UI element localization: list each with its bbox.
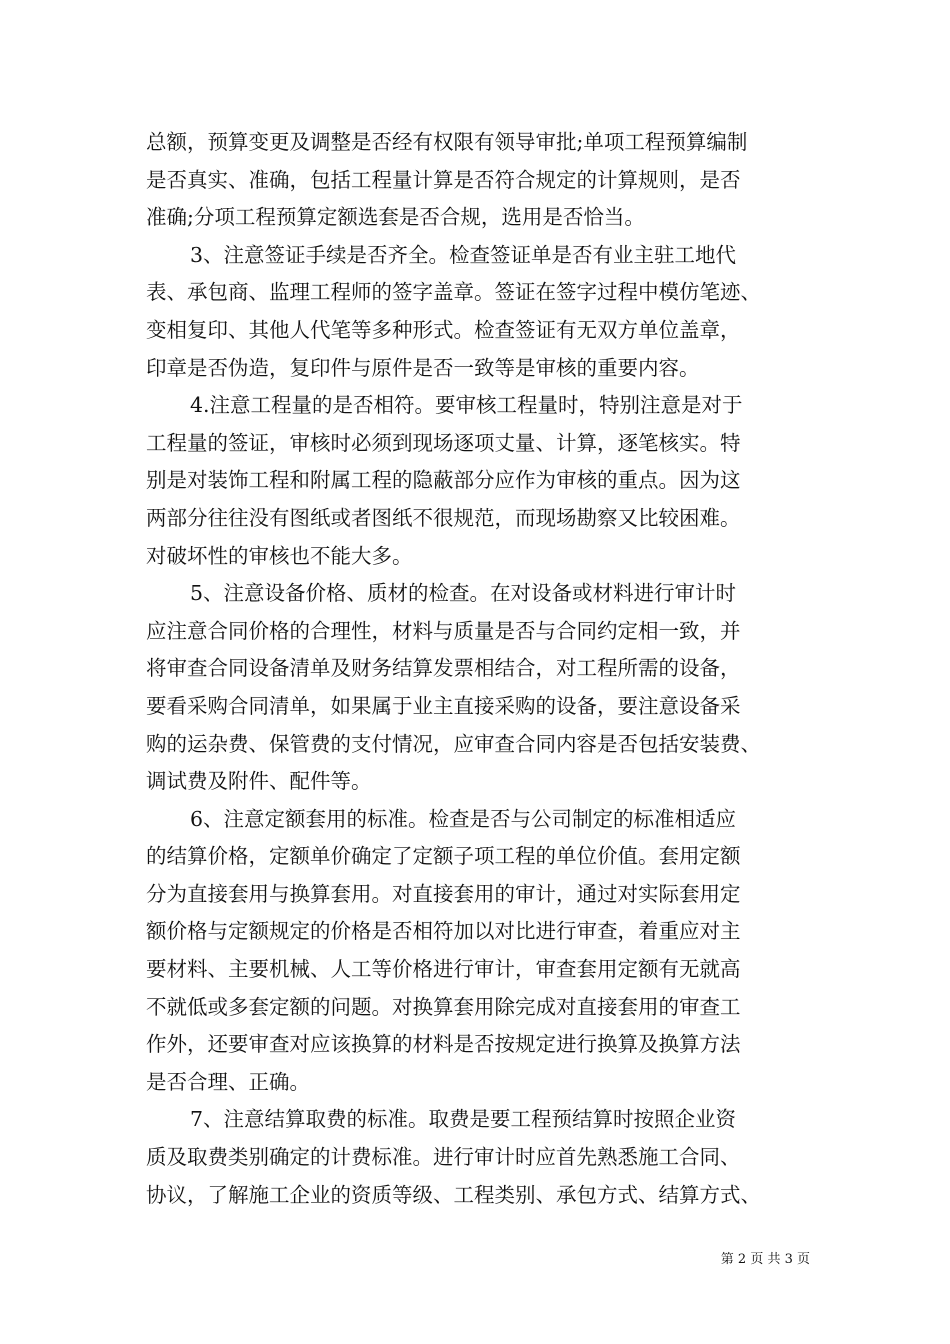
text-line: 是否真实、准确，包括工程量计算是否符合规定的计算规则，是否: [146, 167, 741, 192]
text-line: 作外，还要审查对应该换算的材料是否按规定进行换算及换算方法: [146, 1032, 741, 1057]
text-line: 工程量的签证，审核时必须到现场逐项丈量、计算，逐笔核实。特: [146, 430, 741, 455]
paragraph-3-start: 3、注意签证手续是否齐全。检查签证单是否有业主驻工地代: [190, 242, 737, 267]
text-line: 要材料、主要机械、人工等价格进行审计，审查套用定额有无就高: [146, 957, 741, 982]
text-line: 印章是否伪造，复印件与原件是否一致等是审核的重要内容。: [146, 355, 700, 380]
text-line: 对破坏性的审核也不能大多。: [146, 543, 413, 568]
text-line: 协议，了解施工企业的资质等级、工程类别、承包方式、结算方式、: [146, 1182, 761, 1207]
text-line: 调试费及附件、配件等。: [146, 769, 372, 794]
text-line: 购的运杂费、保管费的支付情况，应审查合同内容是否包括安装费、: [146, 731, 761, 756]
paragraph-7-start: 7、注意结算取费的标准。取费是要工程预结算时按照企业资: [190, 1107, 737, 1132]
text-line: 是否合理、正确。: [146, 1069, 310, 1094]
text-line: 表、承包商、监理工程师的签字盖章。签证在签字过程中模仿笔迹、: [146, 280, 761, 305]
text-line: 不就低或多套定额的问题。对换算套用除完成对直接套用的审查工: [146, 994, 741, 1019]
paragraph-6-start: 6、注意定额套用的标准。检查是否与公司制定的标准相适应: [190, 806, 737, 831]
text-line: 分为直接套用与换算套用。对直接套用的审计，通过对实际套用定: [146, 881, 741, 906]
text-line: 别是对装饰工程和附属工程的隐蔽部分应作为审核的重点。因为这: [146, 468, 741, 493]
text-line: 的结算价格，定额单价确定了定额子项工程的单位价值。套用定额: [146, 844, 741, 869]
document-body: [146, 124, 810, 1214]
paragraph-4-start: 4.注意工程量的是否相符。要审核工程量时，特别注意是对于: [190, 393, 743, 418]
text-line: 应注意合同价格的合理性，材料与质量是否与合同约定相一致，并: [146, 618, 741, 643]
text-line: 将审查合同设备清单及财务结算发票相结合，对工程所需的设备，: [146, 656, 741, 681]
text-line: 两部分往往没有图纸或者图纸不很规范，而现场勘察又比较困难。: [146, 505, 741, 530]
text-line: 变相复印、其他人代笔等多种形式。检查签证有无双方单位盖章，: [146, 317, 741, 342]
page-number-footer: 第 2 页 共 3 页: [720, 1252, 810, 1267]
text-line: 准确;分项工程预算定额选套是否合规，选用是否恰当。: [146, 205, 645, 230]
text-line: 总额，预算变更及调整是否经有权限有领导审批;单项工程预算编制: [146, 130, 748, 154]
paragraph-5-start: 5、注意设备价格、质材的检查。在对设备或材料进行审计时: [190, 581, 737, 606]
text-line: 要看采购合同清单，如果属于业主直接采购的设备，要注意设备采: [146, 693, 741, 718]
text-line: 额价格与定额规定的价格是否相符加以对比进行审查，着重应对主: [146, 919, 741, 944]
text-line: 质及取费类别确定的计费标准。进行审计时应首先熟悉施工合同、: [146, 1145, 741, 1170]
